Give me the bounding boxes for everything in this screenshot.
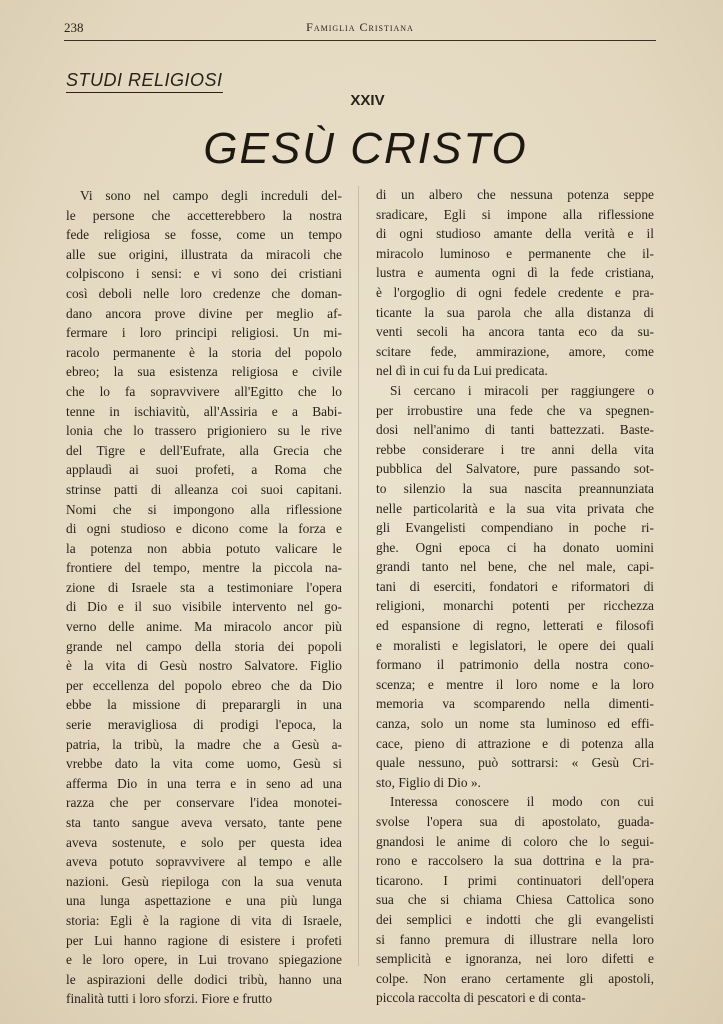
section-label: STUDI RELIGIOSI — [66, 70, 223, 93]
page-number: 238 — [64, 20, 84, 35]
text-line: dano ancora prove divine per meglio af- — [66, 305, 342, 321]
text-line: quale nessuno, può sottrarsi: « Gesù Cri- — [376, 755, 654, 771]
text-line: nazioni. Gesù riepiloga con la sua venuta — [66, 873, 342, 889]
text-line: rono e raccolsero la sua dottrina e la pra- — [376, 853, 654, 869]
text-line: ticante la sua parola che alla distanza di — [376, 304, 654, 320]
text-line: Si cercano i miracoli per raggiungere o — [390, 382, 654, 398]
text-line: alle sue origini, illustrata da miracoli che — [66, 246, 342, 262]
text-line: dosi nell'animo di tanti battezzati. Baste- — [376, 422, 654, 438]
chapter-number: XXIV — [350, 92, 385, 109]
text-line: ghe. Ogni epoca ci ha donato uomini — [376, 539, 654, 555]
text-line: che lo fa sopravvivere all'Egitto che lo — [66, 383, 342, 399]
text-line: di ogni studioso e dicono come la forza e — [66, 521, 342, 537]
text-line: memoria va scomparendo nella dimenti- — [376, 696, 654, 712]
text-line: serie meravigliosa di prodigi l'epoca, la — [66, 717, 342, 733]
text-line: gli Evangelisti compendiano in poche ri- — [376, 520, 654, 536]
text-line: ebbe la missione di preparargli in una — [66, 697, 342, 713]
text-line: miracolo luminoso e permanente che il- — [376, 245, 654, 261]
text-line: Interessa conoscere il modo con cui — [390, 794, 654, 810]
column-divider — [358, 186, 359, 966]
text-line: colpe. Non erano certamente gli apostoli, — [376, 970, 654, 986]
text-line: per Lui hanno ragione di esistere i profeti — [66, 932, 342, 948]
text-line: fermare i loro principi religiosi. Un mi- — [66, 325, 342, 341]
text-line: rebbe considerare i tre anni della vita — [376, 441, 654, 457]
text-line: venti secoli ha ancora tanta eco da su- — [376, 324, 654, 340]
text-line: una lunga aspettazione e una più lunga — [66, 893, 342, 909]
text-line: frontiere del tempo, mentre la piccola na- — [66, 560, 342, 576]
running-title: Famiglia Cristiana — [306, 20, 414, 34]
text-line: patria, la tribù, la madre che a Gesù a- — [66, 736, 342, 752]
text-line: applaudì ai suoi profeti, a Roma che — [66, 462, 342, 478]
text-line: e le loro opere, in Lui trovano spiegazione — [66, 952, 342, 968]
text-line: tenne in ischiavitù, all'Assiria e a Babi- — [66, 403, 342, 419]
text-line: le persone che accetterebbero la nostra — [66, 207, 342, 223]
text-line: strinse patti di alleanza coi suoi capitani. — [66, 481, 342, 497]
text-line: del Tigre e dell'Eufrate, alla Grecia che — [66, 442, 342, 458]
text-line: grandi tanto nel bene, che nel male, capi- — [376, 559, 654, 575]
text-line: sua che si chiama Chiesa Cattolica sono — [376, 892, 654, 908]
text-line: gnandosi le anime di coloro che lo segui- — [376, 833, 654, 849]
text-line: ed espansione di regno, letterati e filosofi — [376, 618, 654, 634]
text-line: di un albero che nessuna potenza seppe — [376, 187, 654, 202]
text-line: to silenzio la sua nascita preannunziata — [376, 480, 654, 496]
text-line: aveva potuto sopravvivere al tempo e alle — [66, 854, 342, 870]
text-line: la potenza non abbia potuto valicare le — [66, 540, 342, 556]
text-line: afferma Dio in una terra e in seno ad una — [66, 775, 342, 791]
text-line: grande nel campo della storia dei popoli — [66, 638, 342, 654]
text-line: è la vita di Gesù nostro Salvatore. Figlio — [66, 658, 342, 674]
text-line: sta tanto sangue aveva versato, tante pene — [66, 815, 342, 830]
left-column — [66, 186, 342, 1009]
text-line: zione di Israele sta a testimoniare l'opera — [66, 579, 342, 595]
text-line: ebreo; la sua esistenza religiosa e civile — [66, 364, 342, 380]
text-line: lonia che lo trassero prigioniero su le rive — [66, 423, 342, 439]
text-line: verno delle anime. Ma miracolo ancor più — [66, 619, 342, 635]
text-line: scitare fede, ammirazione, amore, come — [376, 343, 654, 359]
text-line: le aspirazioni delle dodici tribù, hanno una — [66, 971, 342, 987]
text-line: lustra e aumenta ogni dì la fede cristiana, — [376, 265, 654, 281]
text-line: fede religiosa se fosse, come un tempo — [66, 227, 342, 243]
text-line: tani di eserciti, fondatori e riformatori di — [376, 578, 654, 594]
text-line: scenza; e mentre il loro nome e la loro — [376, 676, 654, 692]
text-line: formano il patrimonio della nostra cono- — [376, 657, 654, 673]
page-header — [64, 18, 656, 41]
text-line: cace, pieno di attrazione e di potenza alla — [376, 735, 654, 751]
text-line: canza, solo un nome sta luminoso ed effi- — [376, 716, 654, 732]
text-line: ticarono. I primi continuatori dell'opera — [376, 872, 654, 888]
text-line: aveva sostenute, e solo per questa idea — [66, 834, 342, 850]
text-line: così deboli nelle loro credenze che doman- — [66, 285, 342, 301]
text-line: piccola raccolta di pescatori e di conta- — [376, 990, 586, 1006]
text-line: sradicare, Egli si impone alla riflessione — [376, 206, 654, 222]
text-line: e moralisti e legislatori, le opere dei quali — [376, 637, 654, 653]
text-line: semplicità e ignoranza, nei loro difetti e — [376, 951, 654, 967]
text-line: storia: Egli è la ragione di vita di Israele, — [66, 912, 342, 928]
right-column — [376, 185, 654, 1008]
text-line: di Dio e il suo visibile intervento nel go- — [66, 599, 342, 615]
text-line: per eccellenza del popolo ebreo che da Dio — [66, 677, 342, 693]
text-line: Vi sono nel campo degli increduli del- — [80, 188, 342, 203]
text-line: per irrobustire una fede che va spegnen- — [376, 402, 654, 418]
text-line: sto, Figlio di Dio ». — [376, 774, 481, 790]
text-line: di ogni studioso amante della verità e il — [376, 226, 654, 242]
text-line: svolse l'opera sua di apostolato, guada- — [376, 814, 654, 829]
text-line: è l'orgoglio di ogni fedele credente e pra- — [376, 284, 654, 300]
text-line: racolo permanente è la storia del popolo — [66, 344, 342, 360]
text-line: vrebbe dato la vita come uomo, Gesù si — [66, 756, 342, 772]
text-line: finalità tutti i loro sforzi. Fiore e frutto — [66, 991, 273, 1007]
text-line: razza che per conservare l'idea monotei- — [66, 795, 342, 811]
text-line: dei semplici e indotti che gli evangelisti — [376, 911, 654, 927]
text-line: Nomi che si impongono alla riflessione — [66, 501, 342, 517]
text-line: colpiscono i sensi: e vi sono dei cristiani — [66, 266, 342, 282]
text-line: si fanno premura di illustrare nella loro — [376, 931, 654, 947]
text-line: nel dì in cui fu da Lui predicata. — [376, 363, 548, 379]
article-title: GESÙ CRISTO — [203, 124, 528, 173]
text-line: religioni, monarchi potenti per ricchezza — [376, 598, 654, 614]
text-line: pubblica del Salvatore, pure passando sot- — [376, 461, 654, 477]
text-line: nelle particolarità e la sua vita privata che — [376, 500, 654, 516]
